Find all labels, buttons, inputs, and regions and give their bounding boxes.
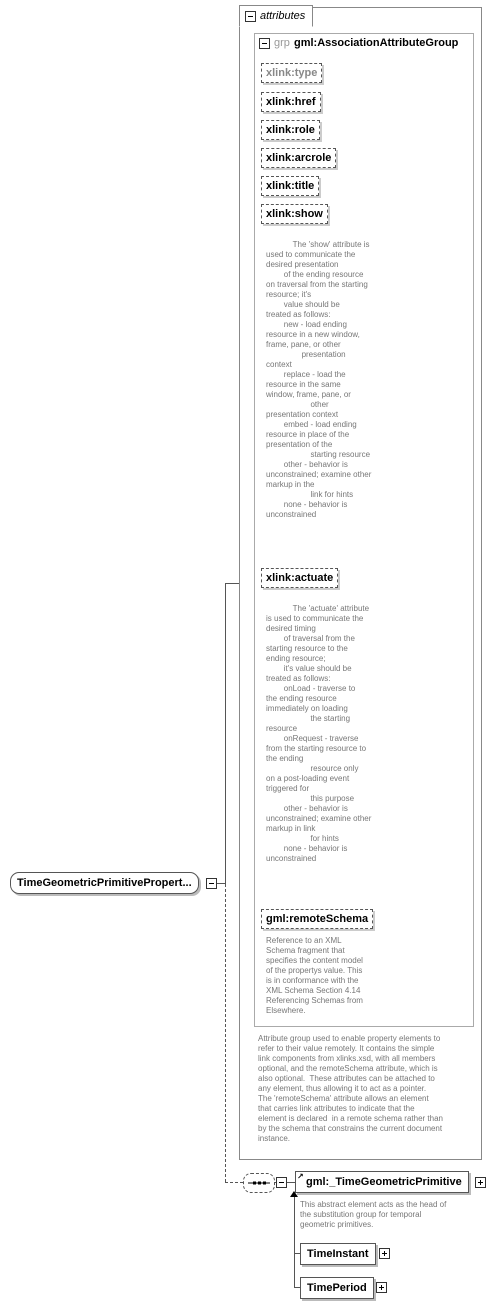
group-prefix: grp xyxy=(274,37,290,49)
element-timeinstant-label: TimeInstant xyxy=(307,1248,369,1260)
abstract-description: This abstract element acts as the head of the substitution group for temporal geometric primitives. xyxy=(300,1200,447,1229)
sequence-collapse-icon[interactable] xyxy=(276,1177,287,1188)
group-collapse-icon[interactable] xyxy=(259,38,270,49)
attribute-xlink-title[interactable]: xlink:title xyxy=(261,176,319,196)
sequence-compositor[interactable] xyxy=(243,1173,275,1193)
timeinstant-expand-icon[interactable] xyxy=(379,1248,390,1259)
connector-attributes xyxy=(225,583,239,584)
connector-dashed-vertical xyxy=(225,884,226,1182)
connector-dashed-horizontal xyxy=(225,1182,243,1183)
attribute-xlink-arcrole[interactable]: xlink:arcrole xyxy=(261,148,336,168)
substitution-line xyxy=(294,1193,295,1288)
actuate-description: The 'actuate' attribute is used to communicate the desired timing of traversal from the starting resource to the ending resource; it's value should be treated as follows: onLoad - traverse to the ending resource immediately on loading the starting resource onRequest - traverse from the starting resource to the ending resource only on a post-loading event triggered for this purpose other - behavior is unconstrained; examine other markup in link for hints none - behavior is unconstrained xyxy=(266,604,372,863)
attribute-xlink-actuate[interactable]: xlink:actuate xyxy=(261,568,338,588)
show-description: The 'show' attribute is used to communicate the desired presentation of the ending resource on traversal from the starting resource; it's value should be treated as follows: new - load ending resource in a new window, frame, pane, or other presentation context replace - load the resource in the same window, frame, pane, or other presentation context embed - load ending resource in place of the presentation of the starting resource other - behavior is unconstrained; examine other markup in the link for hints none - behavior is unconstrained xyxy=(266,240,372,519)
substitution-arrow-icon xyxy=(290,1191,298,1197)
root-element[interactable] xyxy=(10,872,199,894)
timeperiod-expand-icon[interactable] xyxy=(376,1282,387,1293)
remoteschema-description: Reference to an XML Schema fragment that specifies the content model of the propertys value. This is in conformance with the XML Schema Section 4.14 Referencing Schemas from Elsewhere. xyxy=(266,936,363,1015)
root-collapse-icon[interactable] xyxy=(206,878,217,889)
root-connector xyxy=(217,883,226,884)
abstract-expand-icon[interactable] xyxy=(475,1177,486,1188)
reference-arrow-icon: ↗ xyxy=(297,1172,304,1181)
attribute-xlink-show[interactable]: xlink:show xyxy=(261,204,328,224)
attribute-xlink-href[interactable]: xlink:href xyxy=(261,92,321,112)
collapse-icon[interactable] xyxy=(245,11,256,22)
abstract-element-label: gml:_TimeGeometricPrimitive xyxy=(306,1176,462,1188)
connector-vertical xyxy=(225,583,226,883)
attribute-xlink-type[interactable]: xlink:type xyxy=(261,63,322,83)
sequence-connector-right xyxy=(287,1182,295,1183)
attribute-xlink-role[interactable]: xlink:role xyxy=(261,120,320,140)
abstract-element[interactable] xyxy=(295,1171,469,1193)
group-description: Attribute group used to enable property elements to refer to their value remotely. It contains the simple link components from xlinks.xsd, with all members optional, and the remoteSchema attribute, which is also optional. These attributes can be attached to any element, thus allowing it to act as a pointer. The 'remoteSchema' attribute allows an element that carries link attributes to indicate that the element is declared in a remote schema rather than by the schema that constrains the current document instance. xyxy=(258,1034,443,1143)
root-element-label: TimeGeometricPrimitivePropert... xyxy=(17,877,192,889)
attributes-tab[interactable] xyxy=(239,5,313,27)
element-timeperiod-label: TimePeriod xyxy=(307,1282,367,1294)
element-timeinstant[interactable] xyxy=(300,1243,376,1265)
attribute-gml-remoteschema[interactable]: gml:remoteSchema xyxy=(261,909,373,929)
attributes-tab-label: attributes xyxy=(260,10,306,22)
element-timeperiod[interactable] xyxy=(300,1277,374,1299)
sequence-icon xyxy=(244,1174,274,1192)
group-name[interactable]: gml:AssociationAttributeGroup xyxy=(294,37,459,49)
